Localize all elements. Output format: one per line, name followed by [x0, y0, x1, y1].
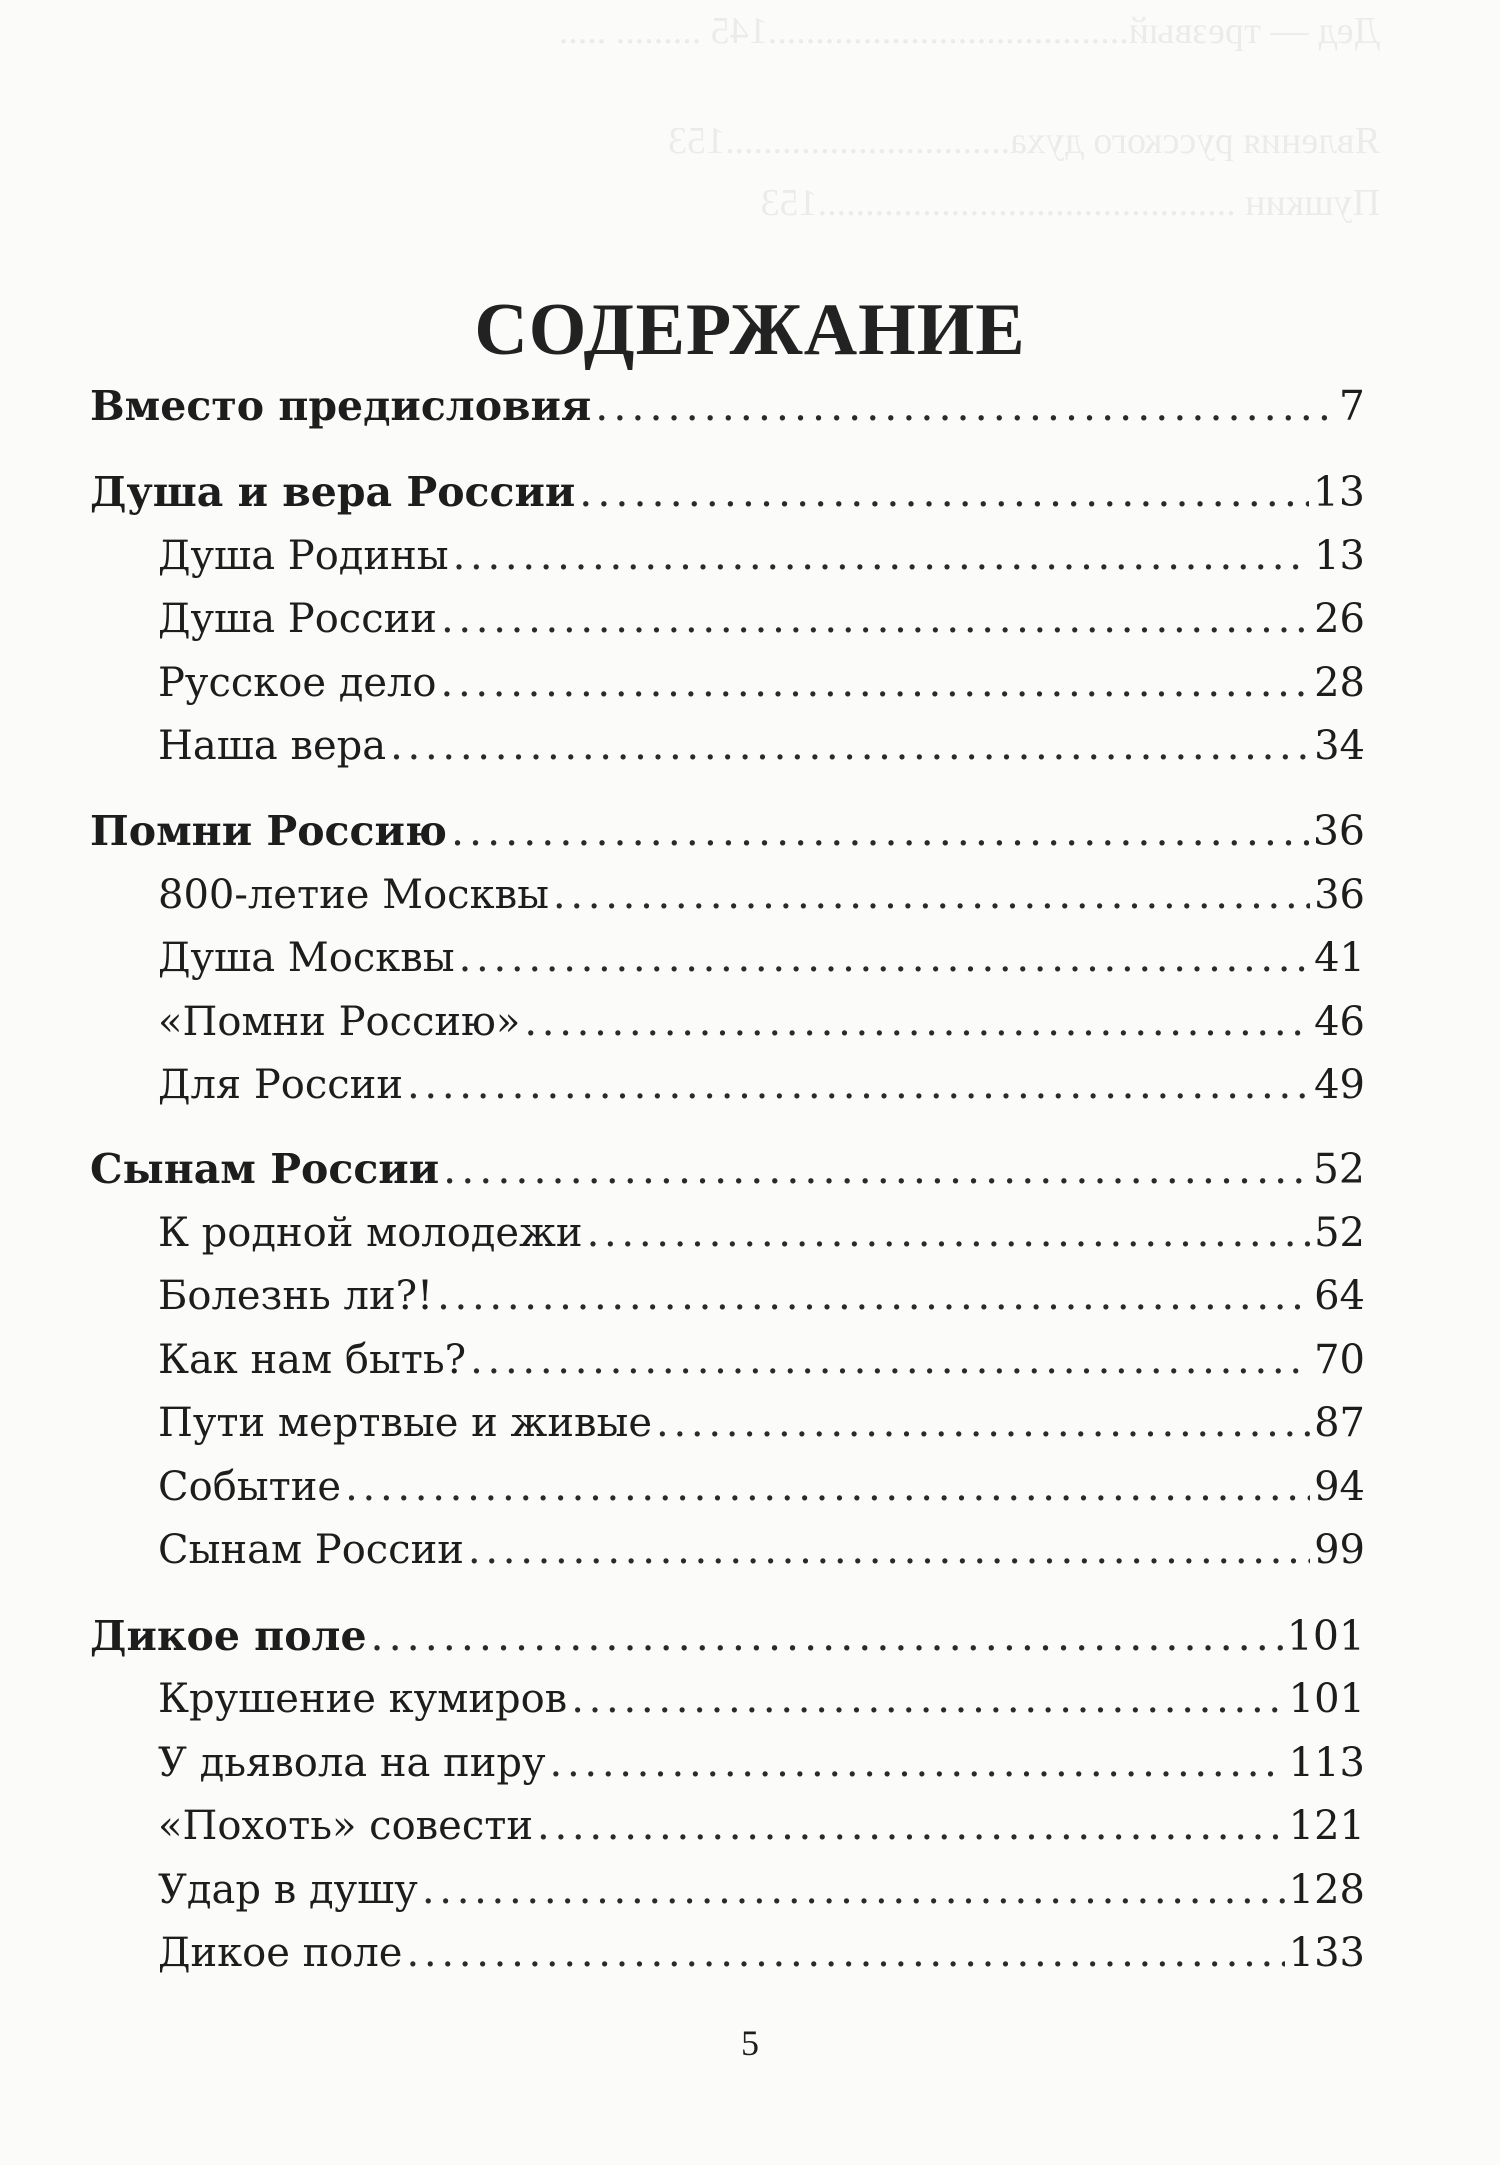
toc-entry-page-number: 46 [1314, 999, 1365, 1045]
toc-section-entry [90, 1608, 1365, 1664]
toc-section-entry [90, 1141, 1365, 1197]
toc-entry-page-number: 70 [1314, 1337, 1365, 1383]
toc-entry-page-number: 36 [1314, 872, 1365, 918]
toc-subentry [90, 655, 1365, 711]
bleed-through-text: Явления русского духа..............................153 [668, 120, 1380, 162]
toc-entry-label: Как нам быть? [158, 1337, 467, 1383]
page-title: СОДЕРЖАНИЕ [474, 288, 1026, 371]
toc-subentry [90, 1205, 1365, 1261]
dot-leader [390, 718, 1310, 774]
toc-entry-label: Крушение кумиров [158, 1676, 568, 1722]
toc-subentry [90, 1057, 1365, 1113]
toc-entry-page-number: 101 [1286, 1612, 1365, 1660]
toc-entry-page-number: 13 [1314, 533, 1365, 579]
toc-entry-label: Событие [158, 1464, 342, 1510]
toc-subentry [90, 1522, 1365, 1578]
toc-entry-label: Помни Россию [90, 807, 447, 855]
toc-entry-label: К родной молодежи [158, 1210, 583, 1256]
dot-leader [579, 464, 1309, 520]
toc-entry-page-number: 99 [1314, 1527, 1365, 1573]
toc-entry-page-number: 133 [1288, 1930, 1365, 1976]
toc-section-entry [90, 803, 1365, 859]
toc-entry-label: Дикое поле [158, 1930, 403, 1976]
dot-leader [422, 1862, 1285, 1918]
toc-entry-page-number: 113 [1288, 1740, 1365, 1786]
toc-subentry [90, 1395, 1365, 1451]
dot-leader [595, 378, 1335, 434]
toc-entry-page-number: 41 [1314, 935, 1365, 981]
toc-subentry [90, 1735, 1365, 1791]
toc-entry-label: 800-летие Москвы [158, 872, 549, 918]
toc-section-entry [90, 378, 1365, 434]
toc-section-entry [90, 464, 1365, 520]
toc-entry-label: Болезнь ли?! [158, 1273, 434, 1319]
toc-subentry [90, 1862, 1365, 1918]
toc-entry-label: «Помни Россию» [158, 999, 521, 1045]
toc-entry-page-number: 94 [1314, 1464, 1365, 1510]
dot-leader [371, 1608, 1283, 1664]
dot-leader [571, 1671, 1284, 1727]
toc-entry-page-number: 64 [1314, 1273, 1365, 1319]
toc-entry-label: «Похоть» совести [158, 1803, 534, 1849]
dot-leader [453, 528, 1311, 584]
toc-entry-label: Сынам России [90, 1145, 440, 1193]
bleed-through-text: Дед — трезвый......................................145 ......... ..... [558, 10, 1380, 52]
toc-entry-page-number: 13 [1312, 468, 1365, 516]
toc-entry-label: Дикое поле [90, 1612, 367, 1660]
dot-leader [443, 1141, 1309, 1197]
toc-entry-page-number: 121 [1288, 1803, 1365, 1849]
dot-leader [437, 1268, 1310, 1324]
toc-subentry [90, 994, 1365, 1050]
toc-entry-page-number: 52 [1314, 1210, 1365, 1256]
dot-leader [656, 1395, 1310, 1451]
toc-subentry [90, 1925, 1365, 1981]
toc-entry-label: Наша вера [158, 723, 387, 769]
toc-entry-page-number: 128 [1288, 1867, 1365, 1913]
toc-entry-page-number: 26 [1314, 596, 1365, 642]
toc-entry-label: Для России [158, 1062, 403, 1108]
dot-leader [553, 867, 1310, 923]
toc-entry-page-number: 101 [1288, 1676, 1365, 1722]
toc-entry-label: Сынам России [158, 1527, 464, 1573]
toc-subentry [90, 1459, 1365, 1515]
toc-subentry [90, 718, 1365, 774]
dot-leader [451, 803, 1309, 859]
toc-entry-page-number: 87 [1314, 1400, 1365, 1446]
dot-leader [587, 1205, 1311, 1261]
toc-subentry [90, 1798, 1365, 1854]
toc-entry-page-number: 7 [1338, 382, 1365, 430]
dot-leader [550, 1735, 1285, 1791]
toc-subentry [90, 930, 1365, 986]
toc-subentry [90, 1268, 1365, 1324]
page-number: 5 [741, 2023, 759, 2063]
toc-subentry [90, 528, 1365, 584]
toc-entry-label: Душа России [158, 596, 437, 642]
toc-entry-page-number: 36 [1312, 807, 1365, 855]
toc-entry-label: Русское дело [158, 660, 437, 706]
toc-entry-label: Вместо предисловия [90, 382, 592, 430]
toc-entry-label: Душа Москвы [158, 935, 455, 981]
toc-entry-label: Душа и вера России [90, 468, 576, 516]
dot-leader [459, 930, 1310, 986]
toc-entry-label: Душа Родины [158, 533, 449, 579]
dot-leader [537, 1798, 1285, 1854]
bleed-through-text: Пушкин ............................................153 [760, 182, 1380, 224]
dot-leader [441, 655, 1311, 711]
dot-leader [470, 1332, 1310, 1388]
dot-leader [468, 1522, 1310, 1578]
toc-entry-page-number: 34 [1314, 723, 1365, 769]
dot-leader [406, 1925, 1284, 1981]
toc-entry-label: Удар в душу [158, 1867, 418, 1913]
toc-subentry [90, 867, 1365, 923]
toc-subentry [90, 1671, 1365, 1727]
toc-entry-page-number: 28 [1314, 660, 1365, 706]
toc-entry-label: Пути мертвые и живые [158, 1400, 653, 1446]
toc-entry-label: У дьявола на пиру [158, 1740, 546, 1786]
dot-leader [345, 1459, 1310, 1515]
toc-subentry [90, 1332, 1365, 1388]
dot-leader [407, 1057, 1310, 1113]
toc-entry-page-number: 49 [1314, 1062, 1365, 1108]
toc-entry-page-number: 52 [1312, 1145, 1365, 1193]
dot-leader [524, 994, 1310, 1050]
toc-subentry [90, 591, 1365, 647]
dot-leader [441, 591, 1310, 647]
